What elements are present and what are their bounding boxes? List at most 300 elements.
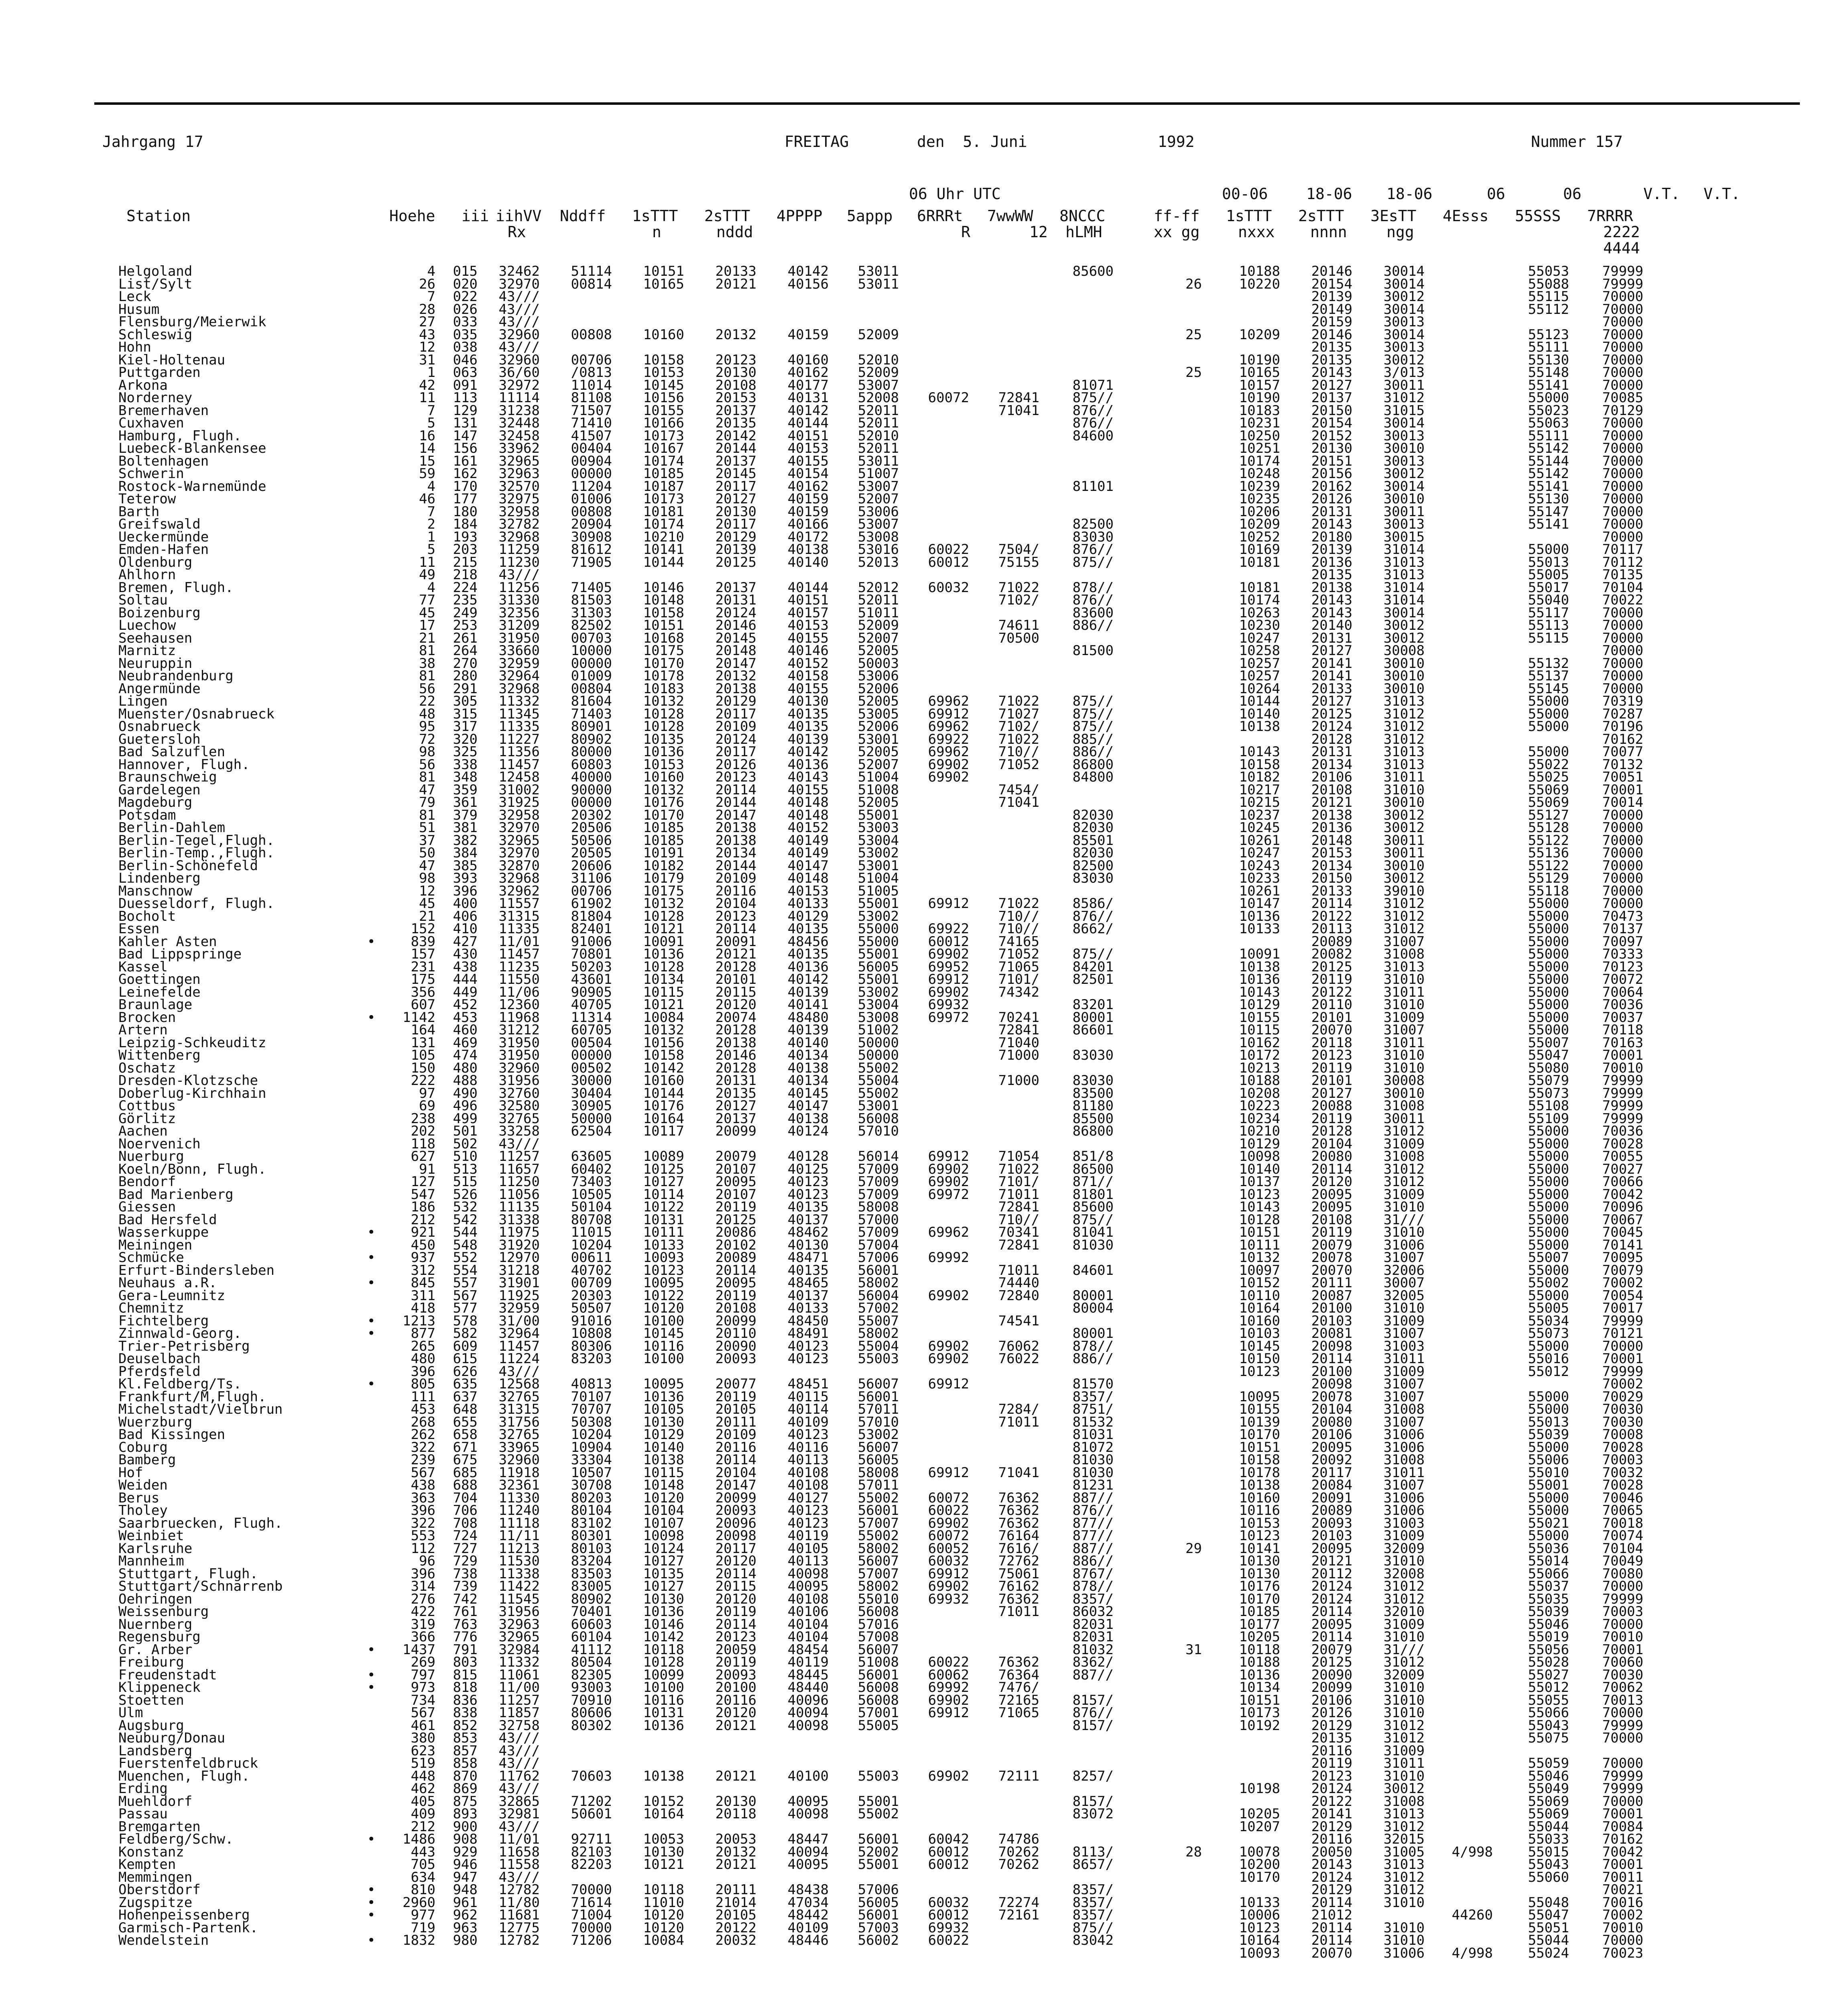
cell-h: 79 <box>419 794 435 810</box>
cell-x2: 20114 <box>1311 1919 1352 1936</box>
cell-rr: 70132 <box>1602 756 1643 773</box>
table-row <box>118 543 1708 556</box>
cell-t2: 20105 <box>715 1907 756 1923</box>
cell-x1: 10139 <box>1239 1414 1280 1430</box>
cell-x2: 20153 <box>1311 845 1352 861</box>
station-name: Noervenich <box>118 1136 201 1152</box>
cell-x2: 20119 <box>1311 1110 1352 1127</box>
cell-h: 21 <box>419 908 435 924</box>
table-row <box>118 1909 1708 1922</box>
cell-iii: 161 <box>453 453 478 469</box>
station-name: Stuttgart, Flugh. <box>118 1565 258 1582</box>
cell-t2: 20102 <box>715 1237 756 1253</box>
cell-c: 84600 <box>1072 427 1114 444</box>
cell-iihvv: 31218 <box>498 1262 540 1278</box>
cell-t1: 10153 <box>643 756 684 773</box>
period-06-b: 06 <box>1563 185 1582 203</box>
cell-x3: 30008 <box>1383 1073 1425 1089</box>
cell-x1: 10133 <box>1239 1894 1280 1911</box>
cell-iii: 501 <box>453 1123 478 1139</box>
cell-x1: 10115 <box>1239 1022 1280 1038</box>
station-name: Freiburg <box>118 1654 184 1670</box>
cell-x3: 30011 <box>1383 503 1425 520</box>
cell-x2: 20127 <box>1311 377 1352 393</box>
station-name: Nuerburg <box>118 1148 184 1164</box>
cell-t2: 20146 <box>715 617 756 633</box>
cell-x1: 10150 <box>1239 1351 1280 1367</box>
cell-iihvv: 43/// <box>498 339 540 355</box>
mountain-station-marker: • <box>367 1313 376 1329</box>
cell-rr: 70010 <box>1602 1629 1643 1645</box>
cell-x1: 10172 <box>1239 1047 1280 1063</box>
cell-h: 45 <box>419 605 435 621</box>
cell-w: 76364 <box>998 1667 1039 1683</box>
table-row <box>118 468 1708 480</box>
cell-h: 1213 <box>403 1313 435 1329</box>
cell-r: 69902 <box>928 1174 969 1190</box>
cell-h: 69 <box>419 1098 435 1114</box>
cell-x2: 20146 <box>1311 326 1352 343</box>
cell-s: 55000 <box>1528 1136 1569 1152</box>
cell-nddff: 71614 <box>571 1894 612 1911</box>
table-row <box>118 1947 1708 1960</box>
cell-x1: 10200 <box>1239 1856 1280 1873</box>
cell-iii: 853 <box>453 1730 478 1746</box>
cell-rr: 70085 <box>1602 390 1643 406</box>
cell-x2: 20091 <box>1311 1490 1352 1506</box>
cell-nddff: 70603 <box>571 1768 612 1784</box>
cell-iii: 235 <box>453 592 478 608</box>
cell-h: 921 <box>411 1224 435 1240</box>
cell-t1: 10145 <box>643 1325 684 1341</box>
cell-rr: 70117 <box>1602 541 1643 558</box>
cell-x2: 20135 <box>1311 352 1352 368</box>
cell-x1: 10129 <box>1239 997 1280 1013</box>
col-ttt2b: 2sTTT <box>1298 207 1344 225</box>
cell-x2: 20110 <box>1311 997 1352 1013</box>
cell-c: 8357/ <box>1072 1882 1114 1898</box>
cell-t2: 20074 <box>715 1009 756 1026</box>
cell-iihvv: 32960 <box>498 326 540 343</box>
cell-x3: 31008 <box>1383 1148 1425 1164</box>
cell-x3: 31009 <box>1383 1363 1425 1380</box>
table-row <box>118 531 1708 544</box>
cell-ff: 31 <box>1185 1641 1202 1658</box>
cell-x3: 30012 <box>1383 630 1425 646</box>
cell-rr: 70118 <box>1602 1022 1643 1038</box>
cell-h: 96 <box>419 1553 435 1569</box>
cell-a: 53008 <box>858 1009 899 1026</box>
cell-t2: 20135 <box>715 415 756 431</box>
cell-h: 111 <box>411 1388 435 1405</box>
cell-x1: 10208 <box>1239 1085 1280 1101</box>
cell-x2: 20114 <box>1311 1894 1352 1911</box>
table-row <box>118 594 1708 607</box>
cell-a: 55004 <box>858 1338 899 1354</box>
cell-nddff: 83005 <box>571 1578 612 1594</box>
cell-iihvv: 32570 <box>498 478 540 495</box>
cell-t2: 20104 <box>715 1464 756 1481</box>
cell-rr: 70000 <box>1602 364 1643 381</box>
cell-rr: 70000 <box>1602 1932 1643 1948</box>
cell-x2: 20133 <box>1311 680 1352 697</box>
cell-nddff: 71004 <box>571 1907 612 1923</box>
cell-t2: 20119 <box>715 1388 756 1405</box>
cell-rr: 70016 <box>1602 1894 1643 1911</box>
station-name: Deuselbach <box>118 1351 201 1367</box>
cell-x1: 10239 <box>1239 478 1280 495</box>
station-name: Oschatz <box>118 1060 176 1076</box>
sub-r: R <box>961 223 970 241</box>
cell-p: 40105 <box>787 1540 829 1557</box>
cell-x2: 20149 <box>1311 301 1352 318</box>
cell-t1: 10160 <box>643 769 684 785</box>
table-row <box>118 1226 1708 1239</box>
cell-w: 7476/ <box>998 1679 1039 1696</box>
cell-p: 40129 <box>787 908 829 924</box>
cell-p: 40134 <box>787 1047 829 1063</box>
cell-c: 876// <box>1072 908 1114 924</box>
cell-iihvv: 32964 <box>498 1325 540 1341</box>
cell-h: 1437 <box>403 1641 435 1658</box>
cell-s: 55063 <box>1528 415 1569 431</box>
cell-x3: 31013 <box>1383 567 1425 583</box>
cell-nddff: 81108 <box>571 390 612 406</box>
cell-rr: 70000 <box>1602 857 1643 874</box>
cell-r: 60032 <box>928 1894 969 1911</box>
station-name: Garmisch-Partenk. <box>118 1919 258 1936</box>
cell-x3: 31010 <box>1383 782 1425 798</box>
cell-h: 59 <box>419 466 435 482</box>
cell-r: 69932 <box>928 997 969 1013</box>
cell-h: 81 <box>419 807 435 823</box>
cell-iihvv: 32959 <box>498 655 540 672</box>
cell-nddff: 00703 <box>571 630 612 646</box>
cell-nddff: 92711 <box>571 1831 612 1847</box>
cell-t2: 20132 <box>715 668 756 684</box>
cell-iihvv: 36/60 <box>498 364 540 381</box>
cell-t1: 10173 <box>643 427 684 444</box>
cell-x3: 31013 <box>1383 693 1425 709</box>
cell-rr: 70097 <box>1602 933 1643 950</box>
cell-nddff: 11204 <box>571 478 612 495</box>
mountain-station-marker: • <box>367 1882 376 1898</box>
cell-x3: 30010 <box>1383 857 1425 874</box>
cell-rr: 79999 <box>1602 276 1643 292</box>
cell-s: 55000 <box>1528 1490 1569 1506</box>
table-row <box>118 999 1708 1012</box>
cell-s: 55000 <box>1528 1022 1569 1038</box>
cell-rr: 70045 <box>1602 1224 1643 1240</box>
cell-iii: 554 <box>453 1262 478 1278</box>
cell-c: 875// <box>1072 693 1114 709</box>
cell-p: 48445 <box>787 1667 829 1683</box>
table-row <box>118 733 1708 746</box>
cell-x2: 20136 <box>1311 820 1352 836</box>
cell-c: 8357/ <box>1072 1894 1114 1911</box>
cell-x1: 10138 <box>1239 1477 1280 1493</box>
cell-iii: 280 <box>453 668 478 684</box>
cell-t1: 10136 <box>643 1604 684 1620</box>
station-name: Braunlage <box>118 997 193 1013</box>
cell-t2: 20127 <box>715 491 756 507</box>
cell-a: 53002 <box>858 845 899 861</box>
cell-r: 69992 <box>928 1679 969 1696</box>
table-row <box>118 1479 1708 1492</box>
cell-iihvv: 11/11 <box>498 1528 540 1544</box>
cell-iii: 113 <box>453 390 478 406</box>
cell-x1: 10160 <box>1239 1313 1280 1329</box>
cell-r: 60012 <box>928 1907 969 1923</box>
cell-t1: 10151 <box>643 617 684 633</box>
cell-rr: 70000 <box>1602 339 1643 355</box>
cell-r: 60042 <box>928 1831 969 1847</box>
cell-x1: 10190 <box>1239 390 1280 406</box>
cell-nddff: 00404 <box>571 440 612 456</box>
cell-s: 55117 <box>1528 605 1569 621</box>
cell-ff: 25 <box>1185 364 1202 381</box>
cell-s: 55002 <box>1528 1275 1569 1291</box>
table-row <box>118 1429 1708 1441</box>
station-name: Augsburg <box>118 1717 184 1734</box>
cell-t1: 10128 <box>643 719 684 735</box>
cell-x2: 20135 <box>1311 567 1352 583</box>
cell-rr: 70021 <box>1602 1882 1643 1898</box>
cell-w: 71011 <box>998 1604 1039 1620</box>
col-ettt: 3EsTT <box>1370 207 1417 225</box>
cell-iii: 544 <box>453 1224 478 1240</box>
cell-nddff: 71405 <box>571 579 612 596</box>
cell-c: 80004 <box>1072 1300 1114 1316</box>
cell-s: 55066 <box>1528 1565 1569 1582</box>
cell-rr: 70141 <box>1602 1237 1643 1253</box>
station-name: Weissenburg <box>118 1604 209 1620</box>
cell-x2: 20135 <box>1311 1730 1352 1746</box>
cell-w: 7454/ <box>998 782 1039 798</box>
cell-x1: 10162 <box>1239 1034 1280 1051</box>
cell-x2: 20123 <box>1311 1768 1352 1784</box>
cell-p: 48471 <box>787 1250 829 1266</box>
cell-c: 83072 <box>1072 1806 1114 1822</box>
cell-t1: 10164 <box>643 1806 684 1822</box>
cell-x3: 31008 <box>1383 1452 1425 1468</box>
table-row <box>118 1606 1708 1618</box>
cell-h: 805 <box>411 1376 435 1392</box>
cell-s: 55142 <box>1528 440 1569 456</box>
station-name: Stoetten <box>118 1692 184 1708</box>
cell-x1: 10152 <box>1239 1275 1280 1291</box>
station-name: Wittenberg <box>118 1047 201 1063</box>
cell-nddff: 11015 <box>571 1224 612 1240</box>
cell-x2: 20106 <box>1311 769 1352 785</box>
cell-s: 55034 <box>1528 1313 1569 1329</box>
cell-t1: 10142 <box>643 1060 684 1076</box>
cell-a: 53001 <box>858 857 899 874</box>
cell-iihvv: 32361 <box>498 1477 540 1493</box>
cell-x2: 20148 <box>1311 832 1352 849</box>
cell-iii: 035 <box>453 326 478 343</box>
cell-h: 81 <box>419 769 435 785</box>
cell-nddff: 41112 <box>571 1641 612 1658</box>
cell-h: 810 <box>411 1882 435 1898</box>
cell-x2: 20124 <box>1311 1781 1352 1797</box>
cell-iihvv: 32968 <box>498 680 540 697</box>
cell-w: 71022 <box>998 693 1039 709</box>
cell-rr: 70333 <box>1602 946 1643 962</box>
cell-x2: 20079 <box>1311 1237 1352 1253</box>
cell-x2: 20100 <box>1311 1363 1352 1380</box>
cell-s: 55000 <box>1528 1287 1569 1304</box>
cell-iihvv: 32958 <box>498 807 540 823</box>
cell-a: 56005 <box>858 1894 899 1911</box>
cell-a: 52009 <box>858 617 899 633</box>
cell-iihvv: 11345 <box>498 706 540 722</box>
cell-x1: 10213 <box>1239 1060 1280 1076</box>
cell-r: 69912 <box>928 1148 969 1164</box>
cell-p: 40130 <box>787 693 829 709</box>
cell-t1: 10164 <box>643 1110 684 1127</box>
table-row <box>118 1565 1708 1582</box>
cell-x2: 20114 <box>1311 1932 1352 1948</box>
cell-h: 7 <box>427 503 435 520</box>
cell-nddff: 10904 <box>571 1439 612 1455</box>
cell-iihvv: 11/80 <box>498 1894 540 1911</box>
station-name: Oberstdorf <box>118 1882 201 1898</box>
cell-rr: 70000 <box>1602 466 1643 482</box>
cell-nddff: 40702 <box>571 1262 612 1278</box>
cell-x2: 20150 <box>1311 402 1352 419</box>
cell-iihvv: 31209 <box>498 617 540 633</box>
cell-iihvv: 43/// <box>498 1869 540 1885</box>
cell-nddff: 10808 <box>571 1325 612 1341</box>
cell-iii: 444 <box>453 971 478 987</box>
station-name: Bremen, Flugh. <box>118 579 234 596</box>
cell-w: 72840 <box>998 1287 1039 1304</box>
cell-x1: 10130 <box>1239 1553 1280 1569</box>
cell-h: 17 <box>419 617 435 633</box>
cell-x1: 10190 <box>1239 352 1280 368</box>
station-name: Boltenhagen <box>118 453 209 469</box>
station-name: Seehausen <box>118 630 193 646</box>
cell-iihvv: 32782 <box>498 516 540 532</box>
cell-x3: 31003 <box>1383 1515 1425 1531</box>
cell-p: 40108 <box>787 1591 829 1607</box>
cell-p: 40096 <box>787 1692 829 1708</box>
station-name: Soltau <box>118 592 168 608</box>
cell-iihvv: 11925 <box>498 1287 540 1304</box>
cell-iii: 359 <box>453 782 478 798</box>
cell-s: 55000 <box>1528 1224 1569 1240</box>
cell-p: 40140 <box>787 1034 829 1051</box>
cell-x2: 20108 <box>1311 1211 1352 1228</box>
cell-t1: 11010 <box>643 1894 684 1911</box>
cell-x3: 32005 <box>1383 1287 1425 1304</box>
cell-a: 57001 <box>858 1705 899 1721</box>
col-iii: iii <box>461 207 489 225</box>
cell-x1: 10185 <box>1239 1604 1280 1620</box>
cell-x3: 30010 <box>1383 1085 1425 1101</box>
cell-s: 55088 <box>1528 276 1569 292</box>
cell-iihvv: 11557 <box>498 896 540 912</box>
cell-nddff: 00814 <box>571 276 612 292</box>
cell-iii: 870 <box>453 1768 478 1784</box>
cell-x2: 20139 <box>1311 541 1352 558</box>
cell-x1: 10116 <box>1239 1502 1280 1518</box>
cell-s: 55123 <box>1528 326 1569 343</box>
cell-iii: 858 <box>453 1755 478 1771</box>
cell-p: 40142 <box>787 402 829 419</box>
cell-w: 7101/ <box>998 971 1039 987</box>
table-row <box>118 1416 1708 1429</box>
cell-a: 56007 <box>858 1553 899 1569</box>
cell-x1: 10258 <box>1239 643 1280 659</box>
cell-x2: 20117 <box>1311 1464 1352 1481</box>
cell-s: 55015 <box>1528 1844 1569 1860</box>
cell-nddff: 80901 <box>571 719 612 735</box>
cell-c: 82031 <box>1072 1616 1114 1632</box>
cell-t2: 20095 <box>715 1174 756 1190</box>
cell-s: 55022 <box>1528 756 1569 773</box>
station-name: Fuerstenfeldbruck <box>118 1755 258 1771</box>
cell-x2: 20154 <box>1311 276 1352 292</box>
cell-s: 55141 <box>1528 377 1569 393</box>
station-name: Klippeneck <box>118 1679 201 1696</box>
cell-x3: 31010 <box>1383 1300 1425 1316</box>
cell-iihvv: 33258 <box>498 1123 540 1139</box>
cell-x1: 10151 <box>1239 1224 1280 1240</box>
cell-p: 40144 <box>787 579 829 596</box>
cell-p: 40104 <box>787 1616 829 1632</box>
cell-h: 276 <box>411 1591 435 1607</box>
cell-iihvv: 11335 <box>498 719 540 735</box>
cell-a: 55001 <box>858 946 899 962</box>
cell-c: 81231 <box>1072 1477 1114 1493</box>
cell-s: 55079 <box>1528 1073 1569 1089</box>
table-row <box>118 265 1708 278</box>
col-wwww: 7wwWW <box>987 207 1033 225</box>
cell-x2: 20125 <box>1311 1654 1352 1670</box>
cell-rr: 70011 <box>1602 1869 1643 1885</box>
cell-p: 40153 <box>787 883 829 899</box>
cell-h: 845 <box>411 1275 435 1291</box>
cell-x3: 31012 <box>1383 731 1425 747</box>
cell-nddff: 61902 <box>571 896 612 912</box>
cell-iii: 449 <box>453 984 478 1000</box>
cell-iii: 091 <box>453 377 478 393</box>
table-row <box>118 1593 1708 1606</box>
cell-c: 86800 <box>1072 756 1114 773</box>
cell-t1: 10117 <box>643 1123 684 1139</box>
cell-x2: 20141 <box>1311 668 1352 684</box>
cell-a: 56007 <box>858 1641 899 1658</box>
cell-iii: 022 <box>453 289 478 305</box>
cell-c: 8657/ <box>1072 1856 1114 1873</box>
cell-iihvv: 32765 <box>498 1388 540 1405</box>
station-name: Nuernberg <box>118 1616 193 1632</box>
cell-iihvv: 31956 <box>498 1604 540 1620</box>
station-name: Stuttgart/Schnarrenb <box>118 1578 283 1594</box>
table-row <box>118 1403 1708 1416</box>
cell-x2: 20131 <box>1311 630 1352 646</box>
cell-x2: 20070 <box>1311 1022 1352 1038</box>
cell-nddff: 90000 <box>571 782 612 798</box>
station-name: Bremerhaven <box>118 402 209 419</box>
cell-h: 22 <box>419 693 435 709</box>
cell-c: 875// <box>1072 946 1114 962</box>
cell-rr: 70028 <box>1602 1439 1643 1455</box>
cell-iihvv: 31238 <box>498 402 540 419</box>
cell-s: 55000 <box>1528 693 1569 709</box>
